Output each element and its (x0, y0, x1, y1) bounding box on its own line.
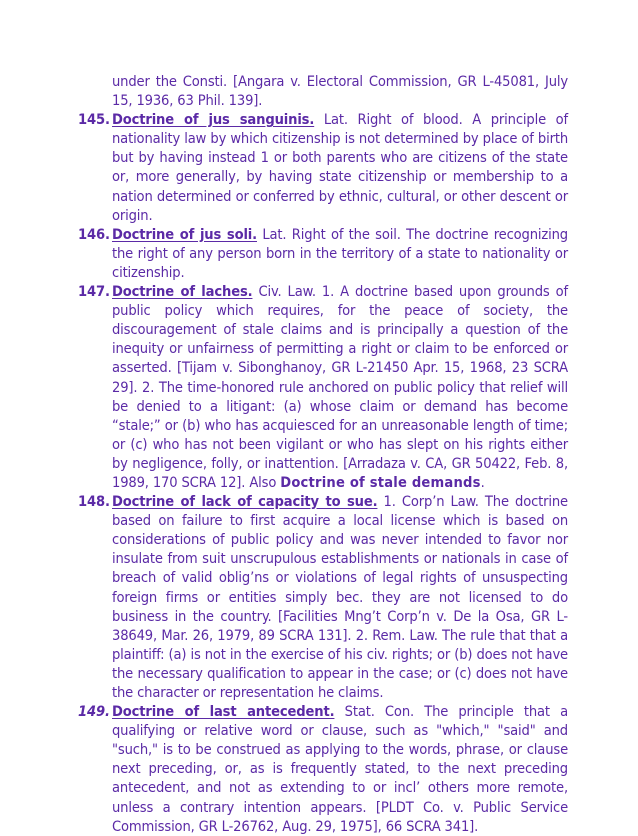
entry-tail: . (480, 473, 485, 491)
cross-reference-term: Doctrine of stale demands (280, 473, 481, 491)
entry-term: Doctrine of jus sanguinis. (112, 111, 315, 129)
entry-148 (78, 492, 568, 702)
entry-145 (78, 110, 568, 225)
entry-term: Doctrine of lack of capacity to sue. (112, 493, 378, 511)
entry-number: 145. (78, 111, 110, 129)
entry-body: Lat. Right of blood. A principle of nationality law by which citizenship is not determined by place of birth but by having instead 1 or both parents who are citizens of the state or, more generally, by having state citizenship or membership to a nation determined or conferred by ethnic, cultural, or other descent or origin. (112, 111, 568, 224)
entry-number: 148. (78, 493, 110, 511)
entry-number: 147. (78, 283, 110, 301)
entry-146 (78, 225, 568, 282)
entry-term: Doctrine of laches. (112, 283, 253, 301)
continuation-text (78, 72, 568, 110)
entry-number: 149. (78, 703, 110, 721)
entry-149 (78, 702, 568, 836)
entry-term: Doctrine of jus soli. (112, 225, 257, 243)
entry-term: Doctrine of last antecedent. (112, 703, 335, 721)
entry-number: 146. (78, 225, 110, 243)
entry-body: Stat. Con. The principle that a qualifying or relative word or clause, such as "which," "said" and "such," is to be construed as applying to the words, phrase, or clause next preceding, or, as is frequently stated, to the next preceding antecedent, and not as extending to or incl’ others more remote, unless a contrary intention appears. [PLDT Co. v. Public Service Commission, GR L-26762, Aug. 29, 1975], 66 SCRA 341]. (112, 703, 568, 835)
entry-147 (78, 282, 568, 492)
entry-body: 1. Corp’n Law. The doctrine based on failure to first acquire a local license which is based on considerations of public policy and was never intended to favor nor insulate from suit unscrupulous establishments or nationals in case of breach of valid oblig’ns or violations of legal rights of unsuspecting foreign firms or entities simply bec. they are not licensed to do business in the country. [Facilities Mng’t Corp’n v. De la Osa, GR L-38649, Mar. 26, 1979, 89 SCRA 131]. 2. Rem. Law. The rule that that a plaintiff: (a) is not in the exercise of his civ. rights; or (b) does not have the necessary qualification to appear in the case; or (c) does not have the character or representation he claims. (112, 493, 568, 701)
entry-body: Civ. Law. 1. A doctrine based upon grounds of public policy which requires, for the peace of society, the discouragement of stale claims and is principally a question of the inequity or unfairness of permitting a right or claim to be enforced or asserted. [Tijam v. Sibonghanoy, GR L-21450 Apr. 15, 1968, 23 SCRA 29]. 2. The time-honored rule anchored on public policy that relief will be denied to a litigant: (a) whose claim or demand has become “stale;” or (b) who has acquiesced for an unreasonable length of time; or (c) who has not been vigilant or who has slept on his rights either by negligence, folly, or inattention. [Arradaza v. CA, GR 50422, Feb. 8, 1989, 170 SCRA 12]. Also (112, 283, 568, 491)
entry-body: Lat. Right of the soil. The doctrine recognizing the right of any person born in the territory of a state to nationality or citizenship. (112, 225, 568, 281)
continuation-body: under the Consti. [Angara v. Electoral Commission, GR L-45081, July 15, 1936, 63 Phil. 139]. (112, 73, 568, 110)
